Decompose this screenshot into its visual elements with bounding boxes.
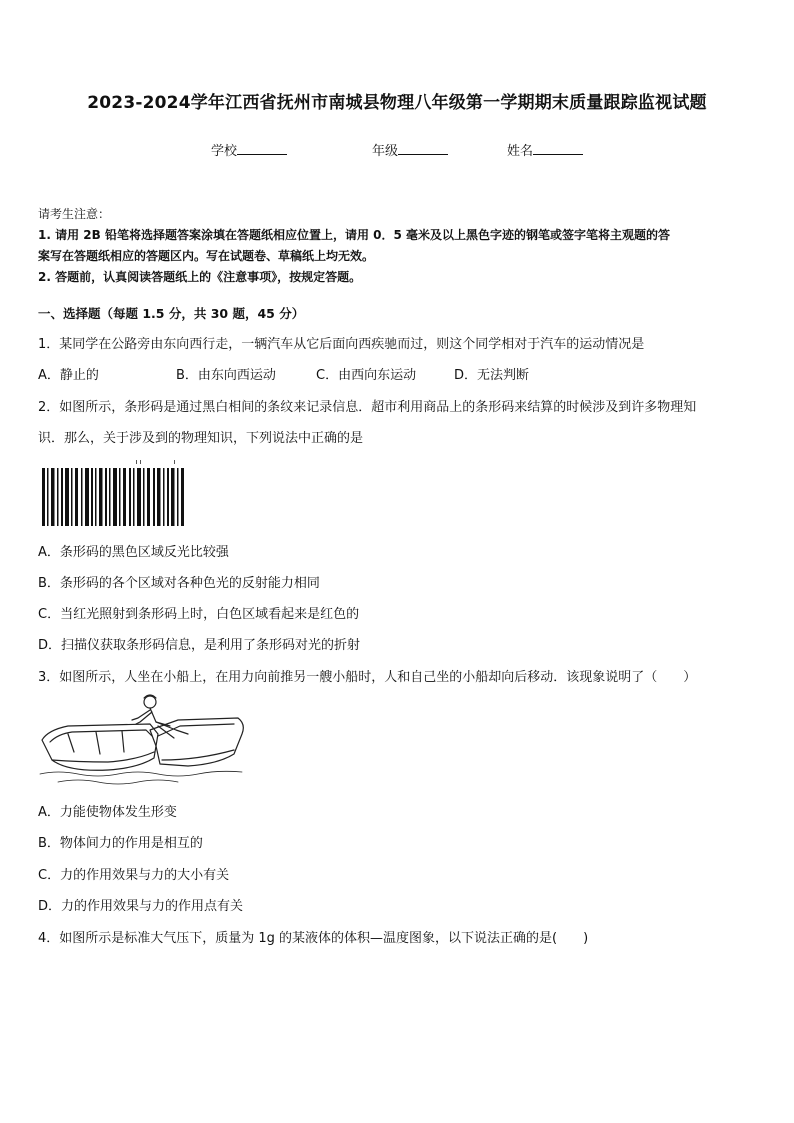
- question-1-option-b[interactable]: B．由东向西运动: [176, 368, 276, 383]
- question-1-options: [38, 364, 529, 383]
- question-2-text-line-2: 识．那么，关于涉及到的物理知识，下列说法中正确的是: [38, 431, 364, 446]
- question-3-option-c[interactable]: C．力的作用效果与力的大小有关: [38, 868, 230, 883]
- question-4-text: 4．如图所示是标准大气压下，质量为 1g 的某液体的体积—温度图象，以下说法正确的是( ): [38, 931, 589, 946]
- question-2-option-a[interactable]: A．条形码的黑色区域反光比较强: [38, 545, 229, 560]
- question-2-option-d[interactable]: D．扫描仪获取条形码信息，是利用了条形码对光的折射: [38, 638, 361, 653]
- school-label: 学校: [211, 144, 238, 159]
- question-1-text: 1．某同学在公路旁由东向西行走，一辆汽车从它后面向西疾驰而过，则这个同学相对于汽车的运动情况是: [38, 337, 645, 352]
- notice-block: [38, 204, 760, 288]
- grade-blank[interactable]: [398, 142, 448, 155]
- notice-item-1-line-2: 案写在答题纸相应的答题区内。写在试题卷、草稿纸上均无效。: [38, 249, 375, 263]
- school-field: [211, 140, 287, 159]
- question-2-option-c[interactable]: C．当红光照射到条形码上时，白色区域看起来是红色的: [38, 607, 360, 622]
- question-3-option-d[interactable]: D．力的作用效果与力的作用点有关: [38, 899, 244, 914]
- notice-item-1-line-1: 1. 请用 2B 铅笔将选择题答案涂填在答题纸相应位置上，请用 0．5 毫米及以上黑色字迹的钢笔或签字笔将主观题的答: [38, 228, 670, 242]
- notice-heading: 请考生注意：: [38, 207, 111, 221]
- question-1-option-a[interactable]: A．静止的: [38, 368, 99, 383]
- name-label: 姓名: [507, 144, 534, 159]
- question-1-option-d[interactable]: D．无法判断: [454, 368, 530, 383]
- name-field: [507, 140, 583, 159]
- grade-field: [372, 140, 448, 159]
- question-3-text: 3．如图所示，人坐在小船上，在用力向前推另一艘小船时，人和自己坐的小船却向后移动．该现象说明了（ ）: [38, 670, 697, 685]
- question-2-text-line-1: 2．如图所示，条形码是通过黑白相间的条纹来记录信息．超市利用商品上的条形码来结算的时候涉及到许多物理知: [38, 400, 697, 415]
- question-1-option-c[interactable]: C．由西向东运动: [316, 368, 417, 383]
- barcode-image: [40, 460, 190, 530]
- question-3-option-a[interactable]: A．力能使物体发生形变: [38, 805, 177, 820]
- name-blank[interactable]: [533, 142, 583, 155]
- notice-item-2: 2. 答题前，认真阅读答题纸上的《注意事项》，按规定答题。: [38, 270, 362, 284]
- grade-label: 年级: [372, 144, 399, 159]
- question-3-option-b[interactable]: B．物体间力的作用是相互的: [38, 836, 203, 851]
- question-2-option-b[interactable]: B．条形码的各个区域对各种色光的反射能力相同: [38, 576, 320, 591]
- page-title: 2023-2024学年江西省抚州市南城县物理八年级第一学期期末质量跟踪监视试题: [87, 93, 707, 113]
- boat-illustration: [38, 690, 248, 790]
- section-heading: 一、选择题（每题 1.5 分，共 30 题，45 分）: [38, 306, 305, 321]
- school-blank[interactable]: [237, 142, 287, 155]
